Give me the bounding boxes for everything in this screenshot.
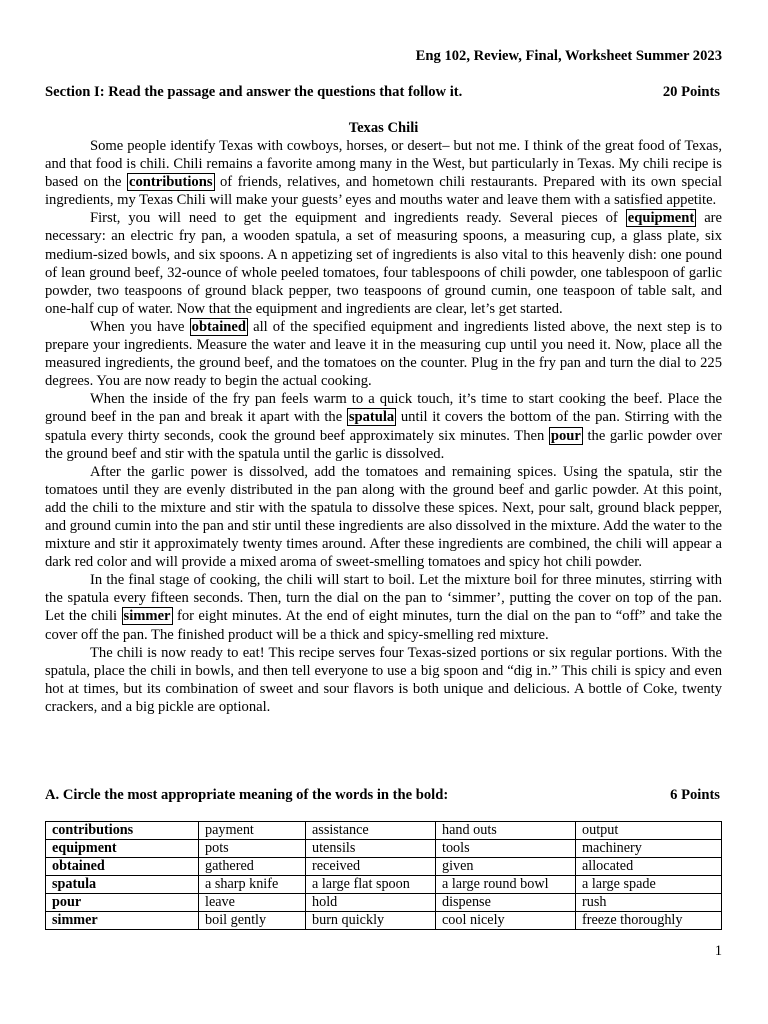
keyword-box: obtained (191, 318, 246, 335)
table-row (46, 912, 722, 930)
section-points: 20 Points (662, 84, 720, 100)
table-row (46, 858, 722, 876)
passage-paragraph: When the inside of the fry pan feels warm to a quick touch, it’s time to start cooking the beef. Place the ground beef in the pan and break it apart with the spatula until it covers the bottom of the pan. Stirring with the spatula every thirty seconds, cook the ground beef approximately six minutes. Then pour the garlic powder over the ground beef and stir with the spatula until the garlic is dissolved. (45, 391, 723, 462)
choice-option[interactable]: machinery (576, 840, 722, 858)
choice-option[interactable]: cool nicely (436, 912, 576, 930)
choice-option[interactable]: output (576, 822, 722, 840)
table-row (46, 840, 722, 858)
passage-paragraph: The chili is now ready to eat! This recipe serves four Texas-sized portions or six regular portions. With the spatula, place the chili in bowls, and then tell everyone to use a big spoon and “dig in.” This chili is spicy and even hot at times, but its combination of sweet and sour flavors is both unique and delicious. A bottle of Coke, twenty crackers, and a big pickle are optional. (45, 644, 722, 715)
choice-option[interactable]: utensils (306, 840, 436, 858)
choice-option[interactable]: received (306, 858, 436, 876)
table-row (46, 822, 722, 840)
choice-option[interactable]: dispense (436, 894, 576, 912)
vocab-word: obtained (46, 858, 199, 876)
vocab-word: pour (46, 894, 199, 912)
choice-option[interactable]: given (436, 858, 576, 876)
table-row (46, 876, 722, 894)
vocab-word: simmer (46, 912, 199, 930)
choice-option[interactable]: a large round bowl (436, 876, 576, 894)
choice-option[interactable]: a sharp knife (199, 876, 306, 894)
choice-option[interactable]: burn quickly (306, 912, 436, 930)
choice-option[interactable]: freeze thoroughly (576, 912, 722, 930)
choice-option[interactable]: allocated (576, 858, 722, 876)
question-a-text: A. Circle the most appropriate meaning of the words in the bold: (45, 787, 449, 803)
section-heading (45, 83, 720, 101)
keyword-box: simmer (123, 608, 171, 625)
choice-option[interactable]: a large flat spoon (306, 876, 436, 894)
keyword-box: spatula (348, 409, 395, 426)
choice-option[interactable]: leave (199, 894, 306, 912)
passage-paragraph: When you have obtained all of the specified equipment and ingredients listed above, the next step is to prepare your ingredients. Measure the water and leave it in the measuring cup until you need it. Now, place all the measured ingredients, the ground beef, and the tomatoes on the counter. Plug in the fry pan and turn the dial to 225 degrees. You are now ready to begin the actual cooking. (45, 318, 722, 390)
choice-option[interactable]: pots (199, 840, 306, 858)
vocab-word: equipment (46, 840, 199, 858)
section-instructions: Section I: Read the passage and answer the questions that follow it. (45, 84, 463, 100)
choice-option[interactable]: a large spade (576, 876, 722, 894)
choice-option[interactable]: assistance (306, 822, 436, 840)
choice-option[interactable]: gathered (199, 858, 306, 876)
choice-option[interactable]: boil gently (199, 912, 306, 930)
choice-option[interactable]: hand outs (436, 822, 576, 840)
keyword-box: equipment (627, 210, 695, 227)
question-a-points: 6 Points (670, 787, 720, 803)
passage-title: Texas Chili (348, 120, 419, 136)
passage-paragraph: In the final stage of cooking, the chili will start to boil. Let the mixture boil for three minutes, stirring with the spatula every fifteen seconds. Then, turn the dial on the pan to ‘simmer’, putting the cover on top of the pan. Let the chili simmer for eight minutes. At the end of eight minutes, turn the dial on the pan to “off” and take the cover off the pan. The finished product will be a thick and spicy-smelling red mixture. (45, 572, 723, 643)
passage-paragraph: After the garlic power is dissolved, add the tomatoes and remaining spices. Using the spatula, stir the tomatoes until they are evenly distributed in the pan along with the ground beef and garlic powder. At this point, add the chili to the mixture and stir with the spatula to dissolve these spices. Next, pour salt, ground black pepper, and ground cumin into the pan and stir until these ingredients are also dissolved in the mixture. Add the water to the mixture and stir it approximately twenty times around. After these ingredients are combined, the chili will appear a dark red color and will provide a mixed aroma of sweet-smelling tomatoes and spicy hot chili powder. (45, 463, 722, 571)
keyword-box: contributions (129, 174, 213, 191)
vocab-word: spatula (46, 876, 199, 894)
page-number: 1 (714, 943, 722, 959)
question-a-heading (45, 786, 720, 804)
keyword-box: pour (550, 427, 581, 444)
vocab-table (45, 821, 722, 930)
passage-body (45, 137, 722, 716)
table-row (46, 894, 722, 912)
choice-option[interactable]: hold (306, 894, 436, 912)
page-header: Eng 102, Review, Final, Worksheet Summer 2023 (415, 48, 722, 64)
choice-option[interactable]: rush (576, 894, 722, 912)
passage-paragraph: Some people identify Texas with cowboys, horses, or desert– but not me. I think of the great food of Texas, and that food is chili. Chili remains a favorite among many in the West, but particularly in Texas. My chili recipe is based on the contributions of friends, relatives, and hometown chili restaurants. Prepared with its own special ingredients, my Texas Chili will make your guests’ eyes and mouths water and leave them with a satisfied appetite. (45, 138, 722, 209)
passage-paragraph: First, you will need to get the equipment and ingredients ready. Several pieces of equipment are necessary: an electric fry pan, a wooden spatula, a set of measuring spoons, a measuring cup, a glass plate, six medium-sized bowls, and six spoons. A n appetizing set of ingredients is also vital to this heavenly dish: one pound of lean ground beef, 32-ounce of whole peeled tomatoes, four tablespoons of chili powder, one tablespoon of garlic powder, two teaspoons of ground black pepper, two teaspoons of ground cumin, one teaspoon of table salt, and one-half cup of water. Now that the equipment and ingredients are clear, let’s get started. (45, 210, 723, 317)
vocab-word: contributions (46, 822, 199, 840)
choice-option[interactable]: tools (436, 840, 576, 858)
choice-option[interactable]: payment (199, 822, 306, 840)
